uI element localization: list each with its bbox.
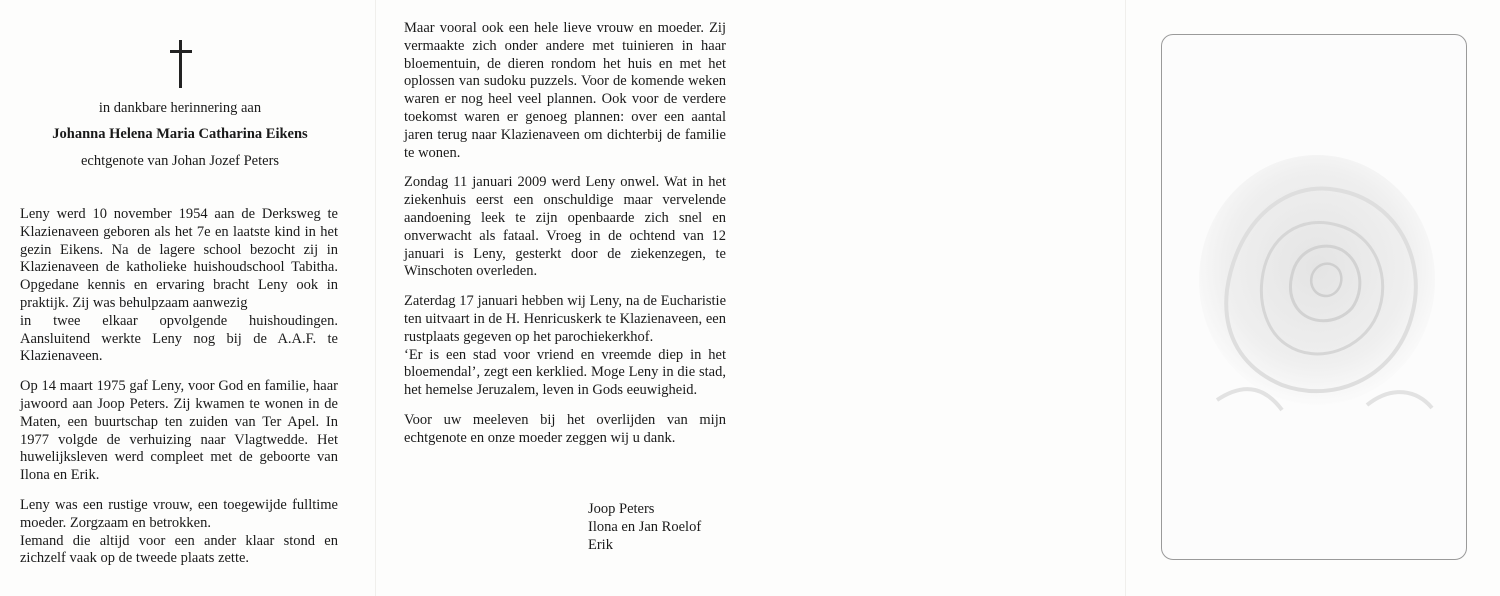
biography-paragraph [20,497,338,568]
biography-paragraph-part: Iemand die altijd voor een ander klaar stond en zichzelf vaak op de tweede plaats zette. [20,532,338,567]
memorial-paragraph-part: ‘Er is een stad voor vriend en vreemde diep in het bloemendal’, zegt een kerklied. Moge Leny in die stad, het hemelse Jeruzalem, leven in Gods eeuwigheid. [404,346,726,399]
signer-name: Joop Peters [588,501,655,517]
memorial-paragraph [404,293,726,400]
spouse-text: echtgenote van Johan Jozef Peters [80,153,280,169]
biography-paragraph: Op 14 maart 1975 gaf Leny, voor God en familie, haar jawoord aan Joop Peters. Zij kwamen te wonen in de Maten, een buurtschap ten zuiden van Ter Apel. In 1977 volgde de verhuizing naar Vlagtwedde. Het huwelijksleven werd compleet met de geboorte van Ilona en Erik. [20,378,338,484]
biography-paragraph-part: in twee elkaar opvolgende huishoudingen. Aansluitend werkte Leny nog bij de A.A.F. te Klazienaveen. [20,312,338,365]
memorial-text [404,20,726,460]
right-text-page [375,0,751,596]
blank-page [750,0,1125,596]
memorial-paragraph-part: Zaterdag 17 januari hebben wij Leny, na de Eucharistie ten uitvaart in de H. Henricuskerk te Klazienaveen, een rustplaats gegeven op het parochiekerkhof. [404,293,726,345]
photo-frame [1161,34,1467,560]
rose-image [1187,140,1447,440]
memorial-paragraph: Maar vooral ook een hele lieve vrouw en moeder. Zij vermaakte zich onder andere met tuinieren in haar bloementuin, de dieren rondom het huis en met het oplossen van sudoku puzzels. Voor de komende weken waren er nog heel veel plannen. Ook voor de verdere toekomst waren er genoeg plannen: over een aantal jaren terug naar Klazienaveen om dichterbij de familie te wonen. [404,20,726,161]
thanks-paragraph: Voor uw meeleven bij het overlijden van mijn echtgenote en onze moeder zeggen wij u dank. [404,411,726,446]
biography-paragraph [20,206,338,366]
signer-name: Erik [588,537,613,553]
biography-text [20,206,338,580]
intro-text: in dankbare herinnering aan [98,100,262,116]
deceased-name: Johanna Helena Maria Catharina Eikens [52,126,308,142]
biography-paragraph-part: Leny werd 10 november 1954 aan de Derksweg te Klazienaveen geboren als het 7e en laatste kind in het gezin Eikens. Na de lagere school bezocht zij in Klazienaveen de katholieke huishoudschool Tabitha. Opgedane kennis en ervaring bracht Leny ook in praktijk. Zij was behulpzaam aanwezig [20,206,338,311]
cross-icon [170,40,192,88]
memorial-paragraph: Zondag 11 januari 2009 werd Leny onwel. Wat in het ziekenhuis eerst een onschuldige maar vervelende aandoening leek te zijn openbaarde zich snel en onverwacht als fataal. Vroeg in de ochtend van 12 januari is Leny, gesterkt door de ziekenzegen, te Winschoten overleden. [404,174,726,280]
signer-name: Ilona en Jan Roelof [588,519,702,535]
biography-paragraph-part: Leny was een rustige vrouw, een toegewijde fulltime moeder. Zorgzaam en betrokken. [20,496,338,531]
signers-list [588,500,701,554]
left-page [0,0,375,596]
photo-page [1125,0,1500,596]
